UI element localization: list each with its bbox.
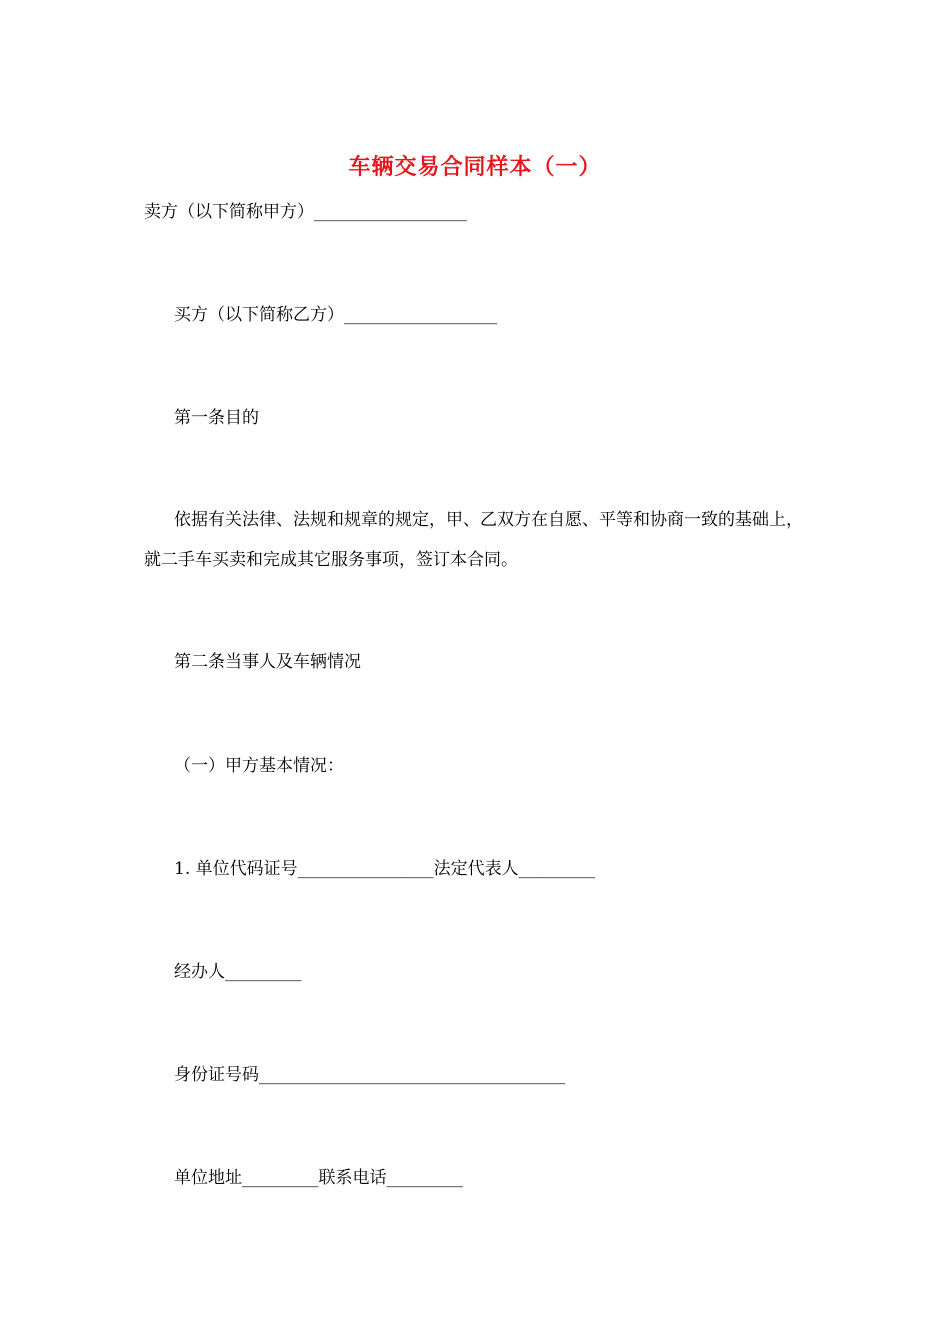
buyer-line: 买方（以下简称乙方）__________________ (174, 305, 497, 325)
agent-line: 经办人_________ (174, 962, 302, 982)
address-phone-line: 单位地址_________联系电话_________ (174, 1168, 463, 1188)
article2-heading: 第二条当事人及车辆情况 (174, 652, 361, 672)
article1-heading: 第一条目的 (174, 408, 259, 428)
seller-line: 卖方（以下简称甲方）__________________ (144, 202, 467, 222)
article1-body: 依据有关法律、法规和规章的规定，甲、乙双方在自愿、平等和协商一致的基础上，就二手车买卖和完成其它服务事项，签订本合同。 (144, 510, 803, 570)
org-code-line: 1. 单位代码证号________________法定代表人_________ (174, 859, 596, 879)
party-a-heading: （一）甲方基本情况： (174, 756, 344, 776)
document-title: 车辆交易合同样本（一） (348, 154, 602, 180)
id-number-line: 身份证号码____________________________________ (174, 1065, 565, 1085)
